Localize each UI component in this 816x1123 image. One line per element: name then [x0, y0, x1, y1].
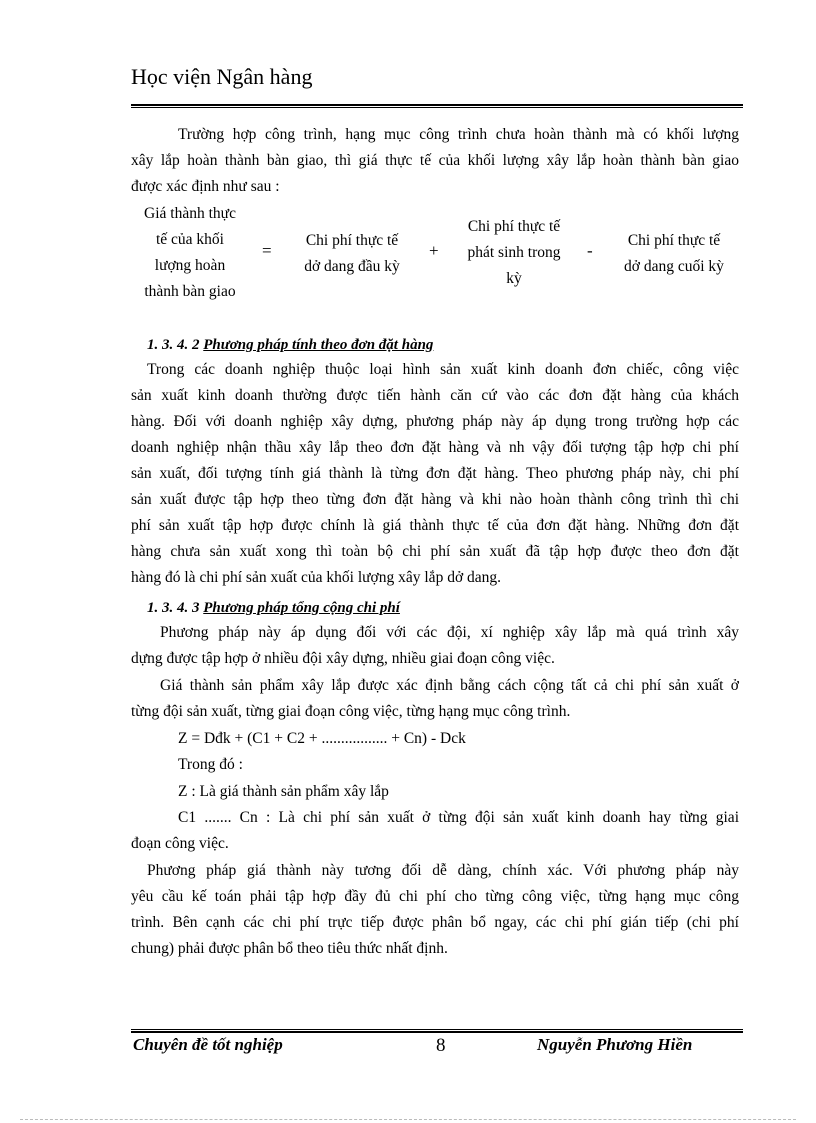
formula-line: Chi phí thực tế	[627, 232, 721, 249]
text-line: Trường hợp công trình, hạng mục công trình chưa hoàn thành mà có khối lượng	[178, 126, 739, 143]
section-number: 1. 3. 4. 2	[147, 337, 200, 353]
page-edge	[20, 1119, 796, 1120]
text-line: hàng đó là chi phí sản xuất của khối lượng xây lắp dở dang.	[131, 569, 502, 586]
formula-line: tế của khối	[155, 231, 224, 248]
text-line: sản xuất, đối tượng tính giá thành là từng đơn đặt hàng. Theo phương pháp này, chi phí	[131, 465, 739, 482]
text-line: C1 ....... Cn : Là chi phí sản xuất ở từng đội sản xuất kinh doanh hay từng giai	[178, 809, 739, 826]
section-1343-paragraph-2	[131, 673, 739, 725]
formula-term-period-cost	[452, 214, 576, 292]
intro-paragraph	[131, 122, 739, 200]
formula-line: dở dang cuối kỳ	[624, 258, 724, 275]
formula-line: kỳ	[506, 270, 522, 287]
formula-line: dở dang đầu kỳ	[304, 258, 400, 275]
formula-line: Chi phí thực tế	[467, 218, 561, 235]
text-line: yêu cầu kế toán phải tập hợp đầy đủ chi phí cho từng công việc, từng hạng mục công	[131, 888, 739, 905]
header-title: Học viện Ngân hàng	[131, 64, 313, 89]
equals-sign: =	[262, 241, 272, 260]
text-line: dựng được tập hợp ở nhiều đội xây dựng, nhiều giai đoạn công việc.	[131, 650, 555, 667]
formula-line: phát sinh trong	[467, 244, 561, 261]
section-1343-paragraph-1	[131, 620, 739, 672]
section-title: Phương pháp tính theo đơn đặt hàng	[203, 337, 434, 353]
formula-term-completed-cost	[128, 201, 252, 305]
text-line: trình. Bên cạnh các chi phí trực tiếp được phân bổ ngay, các chi phí gián tiếp (chi phí	[131, 914, 739, 931]
footer-author: Nguyễn Phương Hiền	[537, 1035, 693, 1054]
text-line: được xác định như sau :	[131, 178, 280, 195]
text-line: chung) phải được phân bổ theo tiêu thức nhất định.	[131, 940, 448, 957]
text-line: xây lắp hoàn thành bàn giao, thì giá thực tế của khối lượng xây lắp hoàn thành bàn giao	[131, 152, 739, 169]
minus-sign: -	[587, 241, 593, 260]
text-line: Phương pháp này áp dụng đối với các đội, xí nghiệp xây lắp mà quá trình xây	[160, 624, 739, 641]
cost-equation: Z = Dđk + (C1 + C2 + ................. + Cn) - Dck	[178, 730, 466, 747]
section-1342-paragraph	[131, 357, 739, 591]
formula-line: thành bàn giao	[144, 283, 236, 300]
section-number: 1. 3. 4. 3	[147, 600, 200, 616]
formula-line: lượng hoàn	[154, 257, 226, 274]
formula-term-closing-wip	[612, 228, 736, 280]
where-label: Trong đó :	[178, 756, 243, 773]
definition-z: Z : Là giá thành sản phẩm xây lắp	[178, 783, 389, 800]
text-line: Giá thành sản phẩm xây lắp được xác định bằng cách cộng tất cả chi phí sản xuất ở	[160, 677, 739, 694]
header-divider	[131, 104, 743, 108]
text-line: phí sản xuất tập hợp được chính là giá thành thực tế của đơn đặt hàng. Những đơn đặt	[131, 517, 739, 534]
text-line: Phương pháp giá thành này tương đối dễ dàng, chính xác. Với phương pháp này	[147, 862, 739, 879]
formula-line: Giá thành thực	[144, 205, 236, 222]
text-line: doanh nghiệp nhận thầu xây lắp theo đơn đặt hàng và nh vậy đối tượng tập hợp chi phí	[131, 439, 739, 456]
text-line: sản xuất kinh doanh thường được tiến hành căn cứ vào các đơn đặt hàng của khách	[131, 387, 739, 404]
section-title: Phương pháp tổng cộng chi phí	[203, 600, 400, 616]
section-1343-paragraph-3	[131, 858, 739, 962]
footer-left-text: Chuyên đề tốt nghiệp	[133, 1035, 283, 1054]
footer-divider	[131, 1029, 743, 1033]
text-line: Trong các doanh nghiệp thuộc loại hình sản xuất kinh doanh đơn chiếc, công việc	[147, 361, 739, 378]
page-number: 8	[436, 1035, 446, 1056]
section-heading-1343	[147, 600, 400, 617]
text-line: từng đội sản xuất, từng giai đoạn công việc, từng hạng mục công trình.	[131, 703, 571, 720]
definition-c	[131, 805, 739, 857]
text-line: hàng. Đối với doanh nghiệp xây dựng, phương pháp này áp dụng trong trường hợp các	[131, 413, 739, 430]
text-line: đoạn công việc.	[131, 835, 229, 852]
formula-line: Chi phí thực tế	[305, 232, 399, 249]
plus-sign: +	[429, 241, 439, 260]
section-heading-1342	[147, 337, 433, 354]
text-line: sản xuất được tập hợp theo từng đơn đặt hàng và khi nào hoàn thành công trình thì chi	[131, 491, 739, 508]
text-line: hàng chưa sản xuất xong thì toàn bộ chi phí sản xuất đã tập hợp được theo đơn đặt	[131, 543, 739, 560]
formula-term-opening-wip	[290, 228, 414, 280]
